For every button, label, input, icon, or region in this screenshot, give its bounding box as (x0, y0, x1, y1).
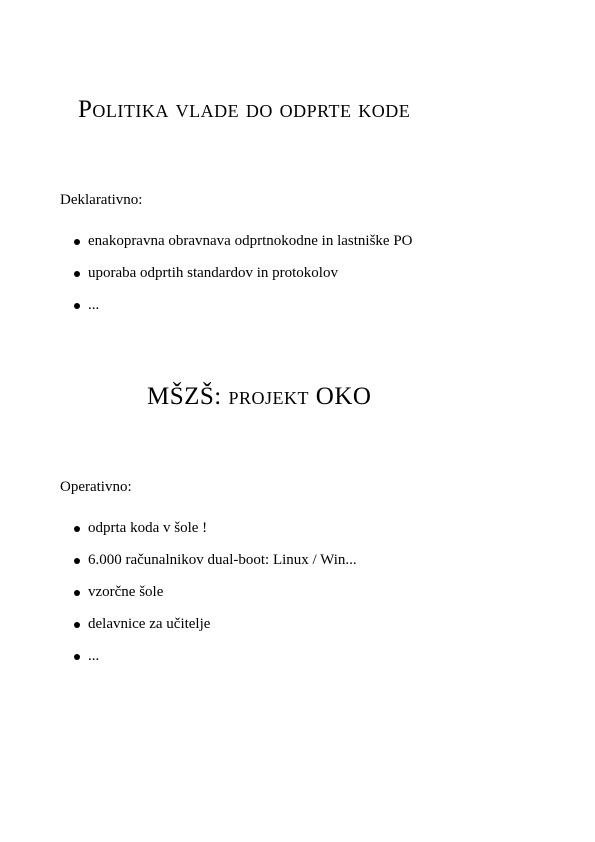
bullet-icon (74, 654, 80, 660)
list-item-text: ... (88, 297, 100, 313)
list-item-text: odprta koda v šole ! (88, 520, 208, 536)
bullet-icon (74, 590, 80, 596)
list-item (74, 649, 357, 681)
list-item (74, 617, 357, 649)
bullet-icon (74, 558, 80, 564)
section1-intro: Deklarativno: (60, 192, 143, 208)
list-item (74, 266, 413, 298)
list-item-text: ... (88, 648, 100, 664)
list-item (74, 521, 357, 553)
list-item (74, 585, 357, 617)
section1-heading: Politika vlade do odprte kode (78, 96, 411, 123)
section2-heading: MŠZŠ: projekt OKO (147, 383, 372, 410)
list-item-text: vzorčne šole (88, 584, 164, 600)
list-item-text: enakopravna obravnava odprtnokodne in lastniške PO (88, 233, 413, 249)
list-item (74, 553, 357, 585)
list-item-text: delavnice za učitelje (88, 616, 211, 632)
bullet-icon (74, 622, 80, 628)
bullet-icon (74, 526, 80, 532)
list-item (74, 234, 413, 266)
section2-intro: Operativno: (60, 479, 132, 495)
section1-list (74, 234, 413, 330)
bullet-icon (74, 239, 80, 245)
list-item-text: 6.000 računalnikov dual-boot: Linux / Win... (88, 552, 357, 568)
bullet-icon (74, 271, 80, 277)
section2-list (74, 521, 357, 681)
list-item-text: uporaba odprtih standardov in protokolov (88, 265, 338, 281)
list-item (74, 298, 413, 330)
bullet-icon (74, 303, 80, 309)
